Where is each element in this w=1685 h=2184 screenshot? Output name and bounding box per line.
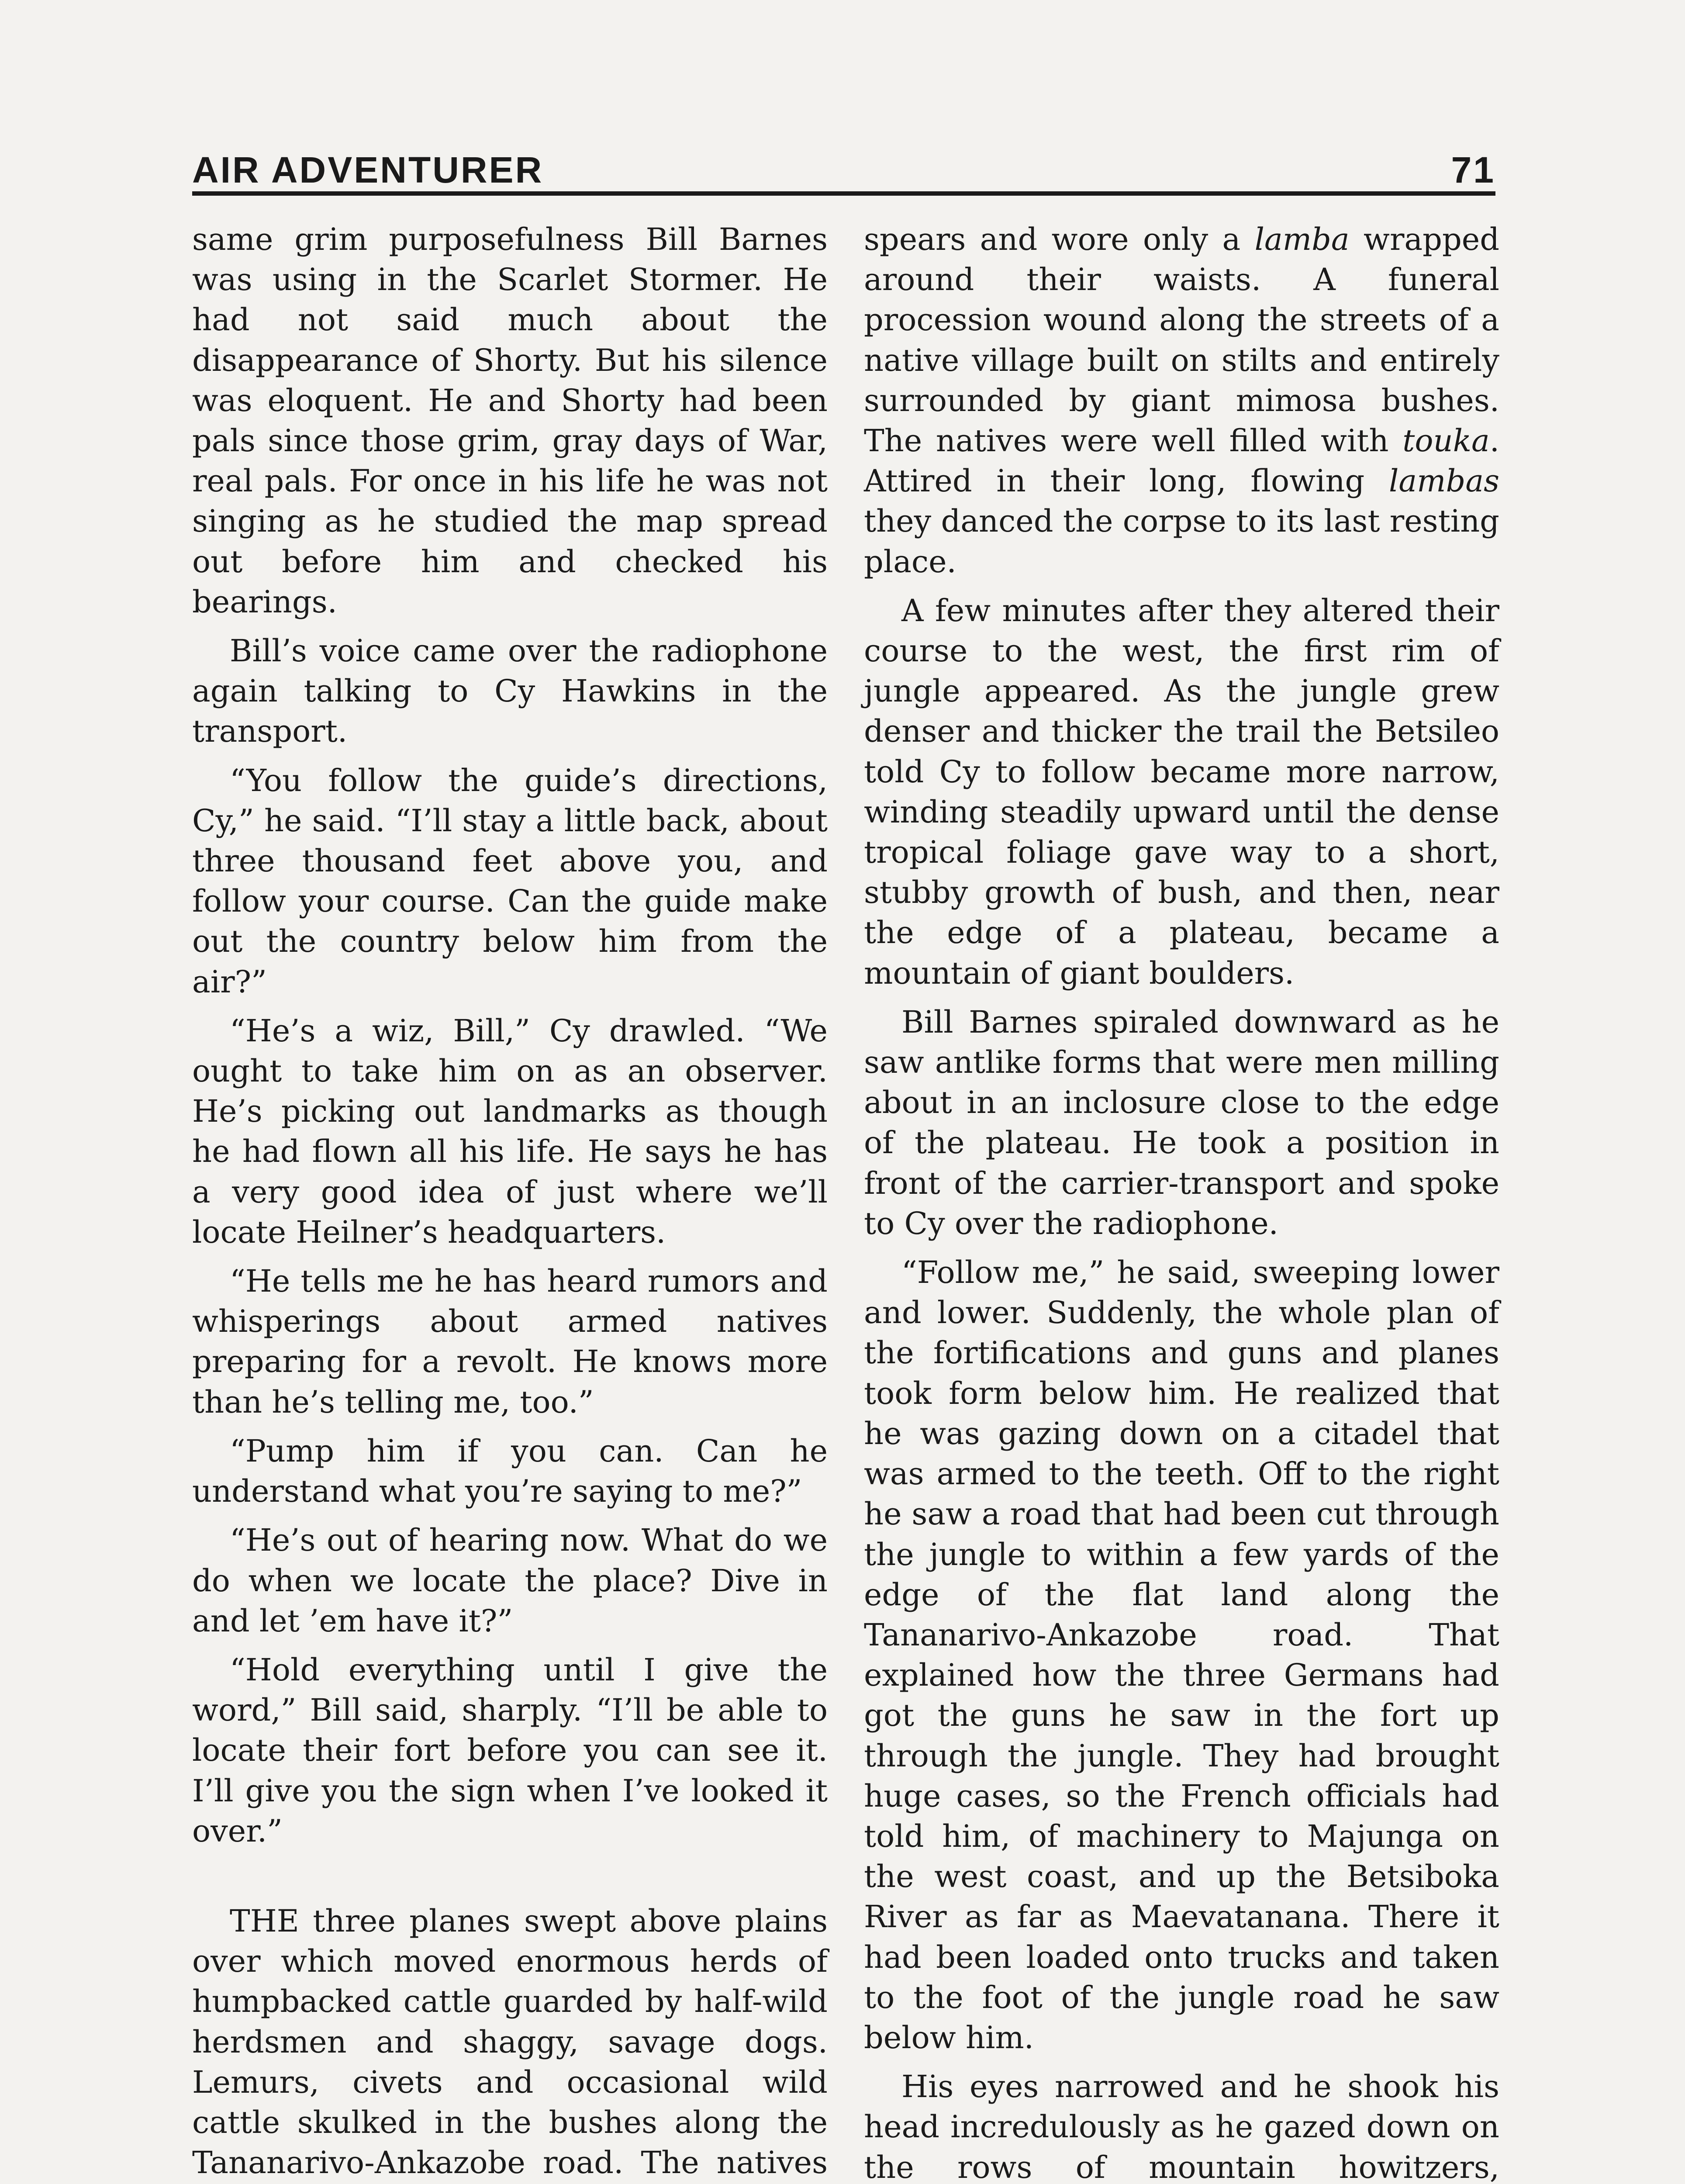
magazine-title: AIR ADVENTURER [192, 149, 544, 190]
text-run: . Attired in their long, flowing [864, 423, 1499, 499]
text-run: spears and wore only a [864, 221, 1255, 257]
paragraph: same grim purposefulness Bill Barnes was using in the Scarlet Stormer. He had not said much about the disappearance of Shorty. But his silence was eloquent. He and Shorty had been pals since those grim, gray days of War, real pals. For once in his life he was not singing as he studied the map spread out before him and checked his bearings. [192, 221, 828, 620]
paragraph: “He’s out of hearing now. What do we do when we locate the place? Dive in and let ’em have it?” [192, 1522, 828, 1639]
paragraph: Bill’s voice came over the radiophone again talking to Cy Hawkins in the transport. [192, 633, 828, 750]
text-run: wrapped around their waists. A funeral procession wound along the streets of a native village built on stilts and entirely surrounded by giant mimosa bushes. The natives were well filled with [864, 221, 1500, 459]
italic-word: lamba [1254, 221, 1350, 257]
header-rule [192, 191, 1495, 196]
paragraph: “He’s a wiz, Bill,” Cy drawled. “We ought to take him on as an observer. He’s picking out landmarks as though he had flown all his life. He says he has a very good idea of just where we’ll locate Heilner’s headquarters. [192, 1013, 828, 1250]
paragraph: “Follow me,” he said, sweeping lower and lower. Suddenly, the whole plan of the fortifications and guns and planes took form below him. He realized that he was gazing down on a citadel that was armed to the teeth. Off to the right he saw a road that had been cut through the jungle to within a few yards of the edge of the flat land along the Tananarivo-Ankazobe road. That explained how the three Germans had got the guns he saw in the fort up through the jungle. They had brought huge cases, so the French officials had told him, of machinery to Majunga on the west coast, and up the Betsiboka River as far as Maevatanana. There it had been loaded onto trucks and taken to the foot of the jungle road he saw below him. [864, 1254, 1499, 2056]
paragraph [864, 219, 1499, 582]
italic-word: touka [1402, 423, 1490, 459]
left-column [192, 219, 828, 2184]
text-run: they danced the corpse to its last resting place. [864, 503, 1499, 580]
italic-word: lambas [1389, 463, 1499, 499]
paragraph: Bill Barnes spiraled downward as he saw antlike forms that were men milling about in an inclosure close to the edge of the plateau. He took a position in front of the carrier-transport and spoke to Cy over the radiophone. [864, 1004, 1499, 1241]
paragraph: “Hold everything until I give the word,” Bill said, sharply. “I’ll be able to locate their fort before you can see it. I’ll give you the sign when I’ve looked it over.” [192, 1652, 828, 1849]
paragraph: “He tells me he has heard rumors and whisperings about armed natives preparing for a revolt. He knows more than he’s telling me, too.” [192, 1263, 828, 1420]
page-number: 71 [1451, 149, 1495, 190]
right-column [864, 219, 1499, 2184]
paragraph: “Pump him if you can. Can he understand what you’re saying to me?” [192, 1433, 828, 1510]
running-head [192, 139, 1495, 191]
paragraph: “You follow the guide’s directions, Cy,” he said. “I’ll stay a little back, about three thousand feet above you, and follow your course. Can the guide make out the country below him from the air?” [192, 762, 828, 1000]
paragraph: A few minutes after they altered their course to the west, the first rim of jungle appeared. As the jungle grew denser and thicker the trail the Betsileo told Cy to follow became more narrow, winding steadily upward until the dense tropical foliage gave way to a short, stubby growth of bush, and then, near the edge of a plateau, became a mountain of giant boulders. [864, 592, 1499, 991]
section-paragraph: THE three planes swept above plains over which moved enormous herds of humpbacked cattle guarded by half-wild herdsmen and shaggy, savage dogs. Lemurs, civets and occasional wild cattle skulked in the bushes along the Tananarivo-Ankazobe road. The natives [192, 1903, 828, 2181]
paragraph: His eyes narrowed and he shook his head incredulously as he gazed down on the rows of mountain howitzers, [864, 2069, 1499, 2184]
